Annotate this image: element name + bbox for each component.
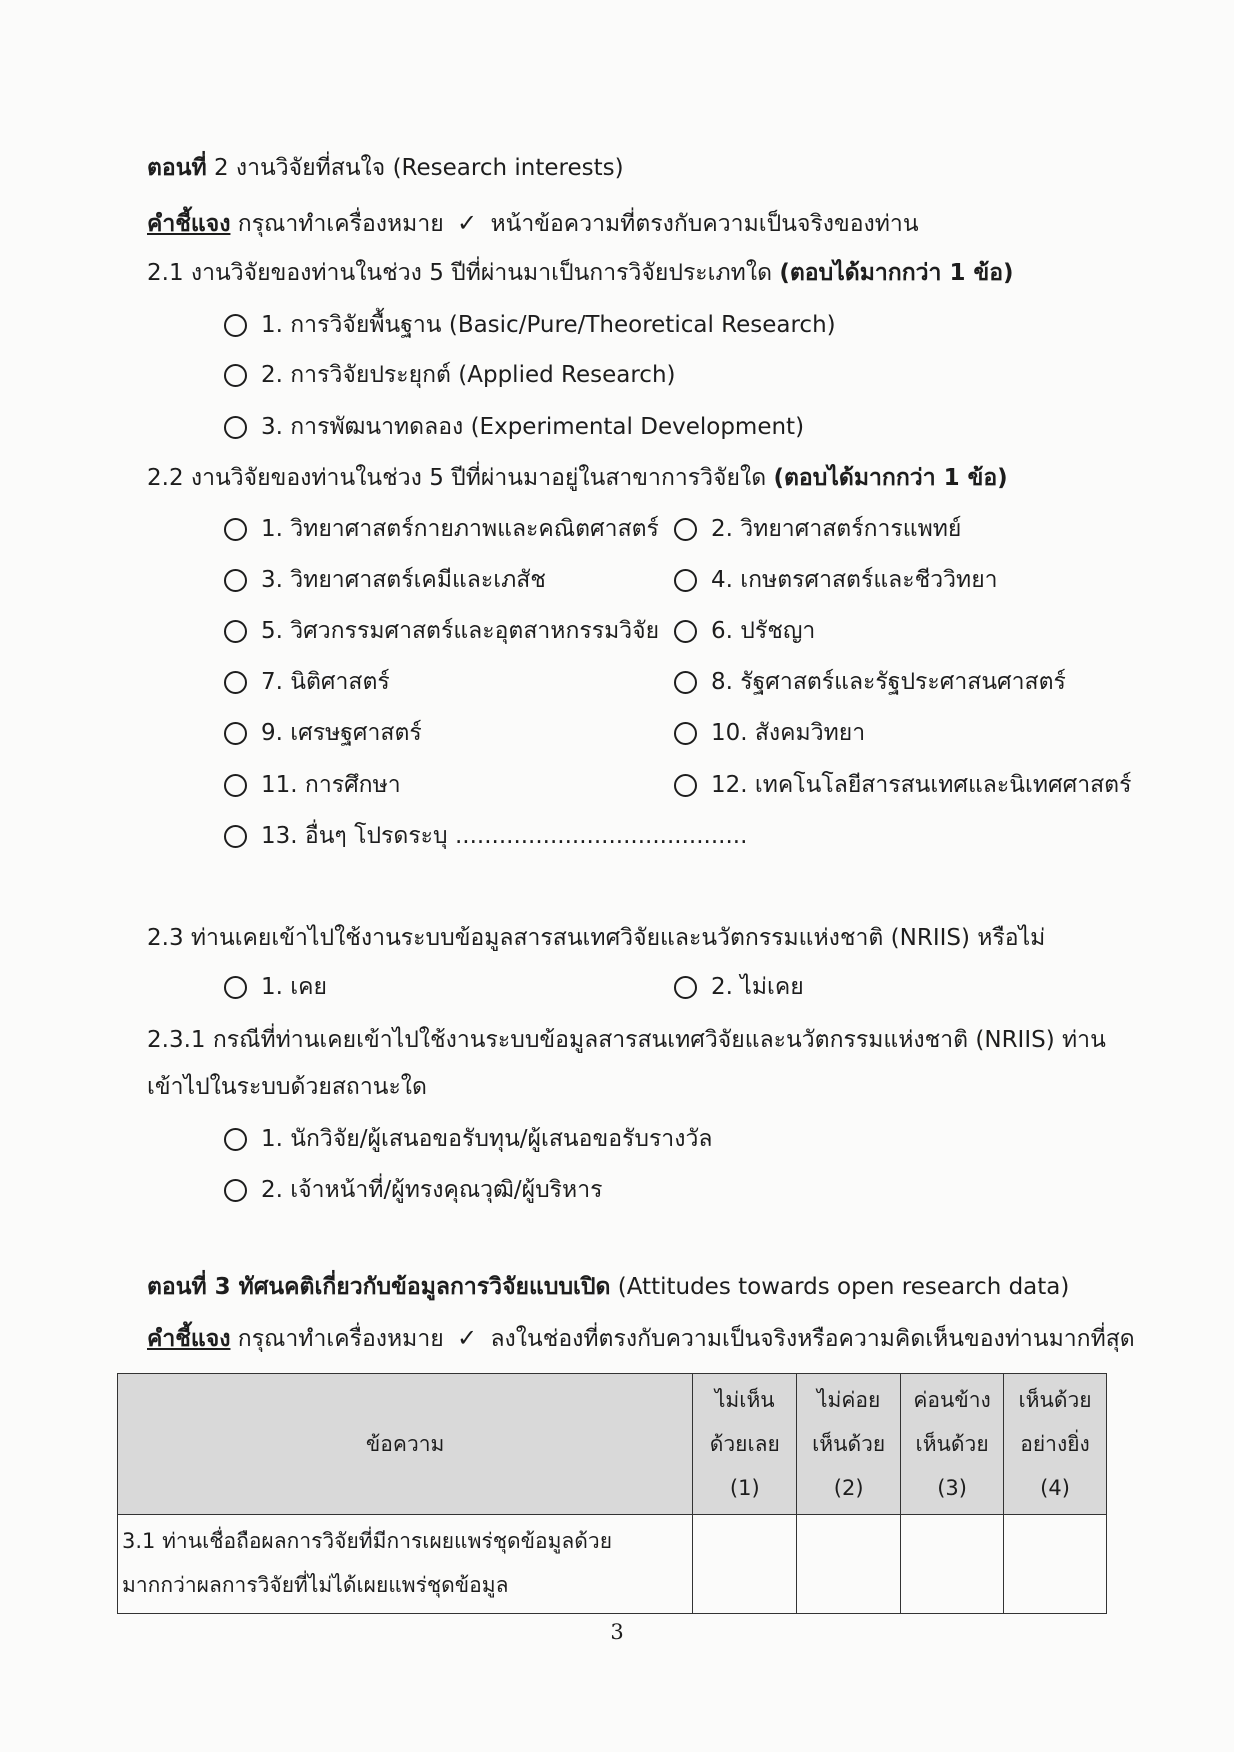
option-label: 4. เกษตรศาสตร์และชีววิทยา	[711, 567, 998, 593]
column-header-4: เห็นด้วย อย่างยิ่ง (4)	[1004, 1374, 1107, 1515]
radio-circle-icon[interactable]	[674, 722, 697, 745]
option-2-2-1[interactable]	[224, 514, 659, 544]
option-label: 9. เศรษฐศาสตร์	[261, 720, 422, 746]
part3-title	[147, 1272, 1069, 1302]
option-label: 13. อื่นๆ โปรดระบุ ........................................	[261, 823, 748, 849]
question-text: 2.1 งานวิจัยของท่านในช่วง 5 ปีที่ผ่านมาเป็นการวิจัยประเภทใด	[147, 260, 780, 286]
radio-circle-icon[interactable]	[224, 569, 247, 592]
question-2-2	[147, 463, 1008, 493]
option-2-2-9[interactable]	[224, 718, 422, 748]
option-2-2-4[interactable]	[674, 565, 998, 595]
radio-circle-icon[interactable]	[224, 416, 247, 439]
table-header-row	[118, 1374, 1107, 1515]
radio-circle-icon[interactable]	[224, 364, 247, 387]
instruction-label: คำชี้แจง	[147, 211, 231, 237]
option-2-1-3[interactable]	[224, 412, 804, 442]
radio-circle-icon[interactable]	[674, 671, 697, 694]
radio-circle-icon[interactable]	[224, 314, 247, 337]
attitudes-table	[117, 1373, 1107, 1614]
option-2-3-2[interactable]	[674, 972, 804, 1002]
option-2-3-1-2[interactable]	[224, 1175, 602, 1205]
part3-instruction	[147, 1323, 1135, 1354]
question-text: 2.2 งานวิจัยของท่านในช่วง 5 ปีที่ผ่านมาอยู่ในสาขาการวิจัยใด	[147, 465, 774, 491]
instruction-before: กรุณาทำเครื่องหมาย	[230, 1326, 452, 1352]
instruction-label: คำชี้แจง	[147, 1326, 231, 1352]
option-label: 12. เทคโนโลยีสารสนเทศและนิเทศศาสตร์	[711, 772, 1132, 798]
radio-circle-icon[interactable]	[224, 722, 247, 745]
part2-title	[147, 153, 624, 183]
question-note: (ตอบได้มากกว่า 1 ข้อ)	[779, 260, 1014, 286]
response-cell-4[interactable]	[1004, 1515, 1107, 1614]
column-header-2: ไม่ค่อย เห็นด้วย (2)	[797, 1374, 901, 1515]
option-2-2-6[interactable]	[674, 616, 815, 646]
table-row	[118, 1515, 1107, 1614]
question-note: (ตอบได้มากกว่า 1 ข้อ)	[773, 465, 1008, 491]
radio-circle-icon[interactable]	[224, 1179, 247, 1202]
option-2-2-12[interactable]	[674, 770, 1131, 800]
response-cell-1[interactable]	[693, 1515, 797, 1614]
option-2-1-1[interactable]	[224, 310, 836, 340]
option-2-2-10[interactable]	[674, 718, 865, 748]
part2-instruction	[147, 208, 919, 239]
question-2-3	[147, 923, 1045, 953]
radio-circle-icon[interactable]	[674, 569, 697, 592]
option-2-2-13[interactable]	[224, 821, 747, 851]
question-2-3-1-line1	[147, 1025, 1106, 1055]
instruction-after: หน้าข้อความที่ตรงกับความเป็นจริงของท่าน	[483, 211, 919, 237]
option-2-2-11[interactable]	[224, 770, 401, 800]
option-label: 2. เจ้าหน้าที่/ผู้ทรงคุณวุฒิ/ผู้บริหาร	[261, 1177, 603, 1203]
question-2-1	[147, 258, 1014, 288]
radio-circle-icon[interactable]	[224, 620, 247, 643]
option-label: 2. การวิจัยประยุกต์ (Applied Research)	[261, 362, 676, 388]
option-label: 7. นิติศาสตร์	[261, 669, 390, 695]
instruction-after: ลงในช่องที่ตรงกับความเป็นจริงหรือความคิดเห็นของท่านมากที่สุด	[483, 1326, 1135, 1352]
option-2-2-8[interactable]	[674, 667, 1066, 697]
radio-circle-icon[interactable]	[674, 620, 697, 643]
radio-circle-icon[interactable]	[674, 518, 697, 541]
option-label: 3. การพัฒนาทดลอง (Experimental Development)	[261, 414, 805, 440]
response-cell-3[interactable]	[901, 1515, 1004, 1614]
option-2-3-1-1[interactable]	[224, 1124, 712, 1154]
column-header-1: ไม่เห็น ด้วยเลย (1)	[693, 1374, 797, 1515]
radio-circle-icon[interactable]	[674, 976, 697, 999]
part2-title-rest: 2 งานวิจัยที่สนใจ (Research interests)	[206, 155, 624, 181]
part3-title-bold: ตอนที่ 3 ทัศนคติเกี่ยวกับข้อมูลการวิจัยแบบเปิด	[147, 1274, 611, 1300]
option-label: 1. การวิจัยพื้นฐาน (Basic/Pure/Theoretical Research)	[261, 312, 836, 338]
option-label: 5. วิศวกรรมศาสตร์และอุตสาหกรรมวิจัย	[261, 618, 660, 644]
instruction-before: กรุณาทำเครื่องหมาย	[230, 211, 452, 237]
statement-column-header: ข้อความ	[118, 1374, 693, 1515]
radio-circle-icon[interactable]	[224, 1128, 247, 1151]
part3-title-rest: (Attitudes towards open research data)	[610, 1274, 1070, 1300]
radio-circle-icon[interactable]	[224, 825, 247, 848]
radio-circle-icon[interactable]	[224, 671, 247, 694]
question-text: 2.3 ท่านเคยเข้าไปใช้งานระบบข้อมูลสารสนเทศวิจัยและนวัตกรรมแห่งชาติ (NRIIS) หรือไม่	[147, 925, 1046, 951]
option-label: 3. วิทยาศาสตร์เคมีและเภสัช	[261, 567, 546, 593]
option-label: 10. สังคมวิทยา	[711, 720, 866, 746]
checkmark-icon: ✓	[457, 1324, 478, 1352]
radio-circle-icon[interactable]	[224, 518, 247, 541]
page-number: 3	[610, 1620, 624, 1644]
option-label: 11. การศึกษา	[261, 772, 401, 798]
option-2-2-3[interactable]	[224, 565, 546, 595]
checkmark-icon: ✓	[457, 209, 478, 237]
part2-title-bold: ตอนที่	[147, 155, 207, 181]
option-2-1-2[interactable]	[224, 360, 676, 390]
column-header-3: ค่อนข้าง เห็นด้วย (3)	[901, 1374, 1004, 1515]
radio-circle-icon[interactable]	[224, 976, 247, 999]
question-text: เข้าไปในระบบด้วยสถานะใด	[147, 1074, 427, 1100]
question-text: 2.3.1 กรณีที่ท่านเคยเข้าไปใช้งานระบบข้อมูลสารสนเทศวิจัยและนวัตกรรมแห่งชาติ (NRIIS) ท่าน	[147, 1027, 1106, 1053]
option-2-3-1[interactable]	[224, 972, 327, 1002]
radio-circle-icon[interactable]	[224, 774, 247, 797]
option-label: 2. ไม่เคย	[711, 974, 804, 1000]
option-label: 1. วิทยาศาสตร์กายภาพและคณิตศาสตร์	[261, 516, 659, 542]
option-label: 6. ปรัชญา	[711, 618, 816, 644]
option-2-2-5[interactable]	[224, 616, 659, 646]
option-label: 1. เคย	[261, 974, 327, 1000]
option-2-2-2[interactable]	[674, 514, 961, 544]
response-cell-2[interactable]	[797, 1515, 901, 1614]
radio-circle-icon[interactable]	[674, 774, 697, 797]
option-2-2-7[interactable]	[224, 667, 390, 697]
statement-cell: 3.1 ท่านเชื่อถือผลการวิจัยที่มีการเผยแพร่ชุดข้อมูลด้วย มากกว่าผลการวิจัยที่ไม่ได้เผยแพร่ชุดข้อมูล	[118, 1515, 693, 1614]
option-label: 2. วิทยาศาสตร์การแพทย์	[711, 516, 962, 542]
question-2-3-1-line2	[147, 1072, 427, 1102]
option-label: 8. รัฐศาสตร์และรัฐประศาสนศาสตร์	[711, 669, 1066, 695]
option-label: 1. นักวิจัย/ผู้เสนอขอรับทุน/ผู้เสนอขอรับรางวัล	[261, 1126, 713, 1152]
